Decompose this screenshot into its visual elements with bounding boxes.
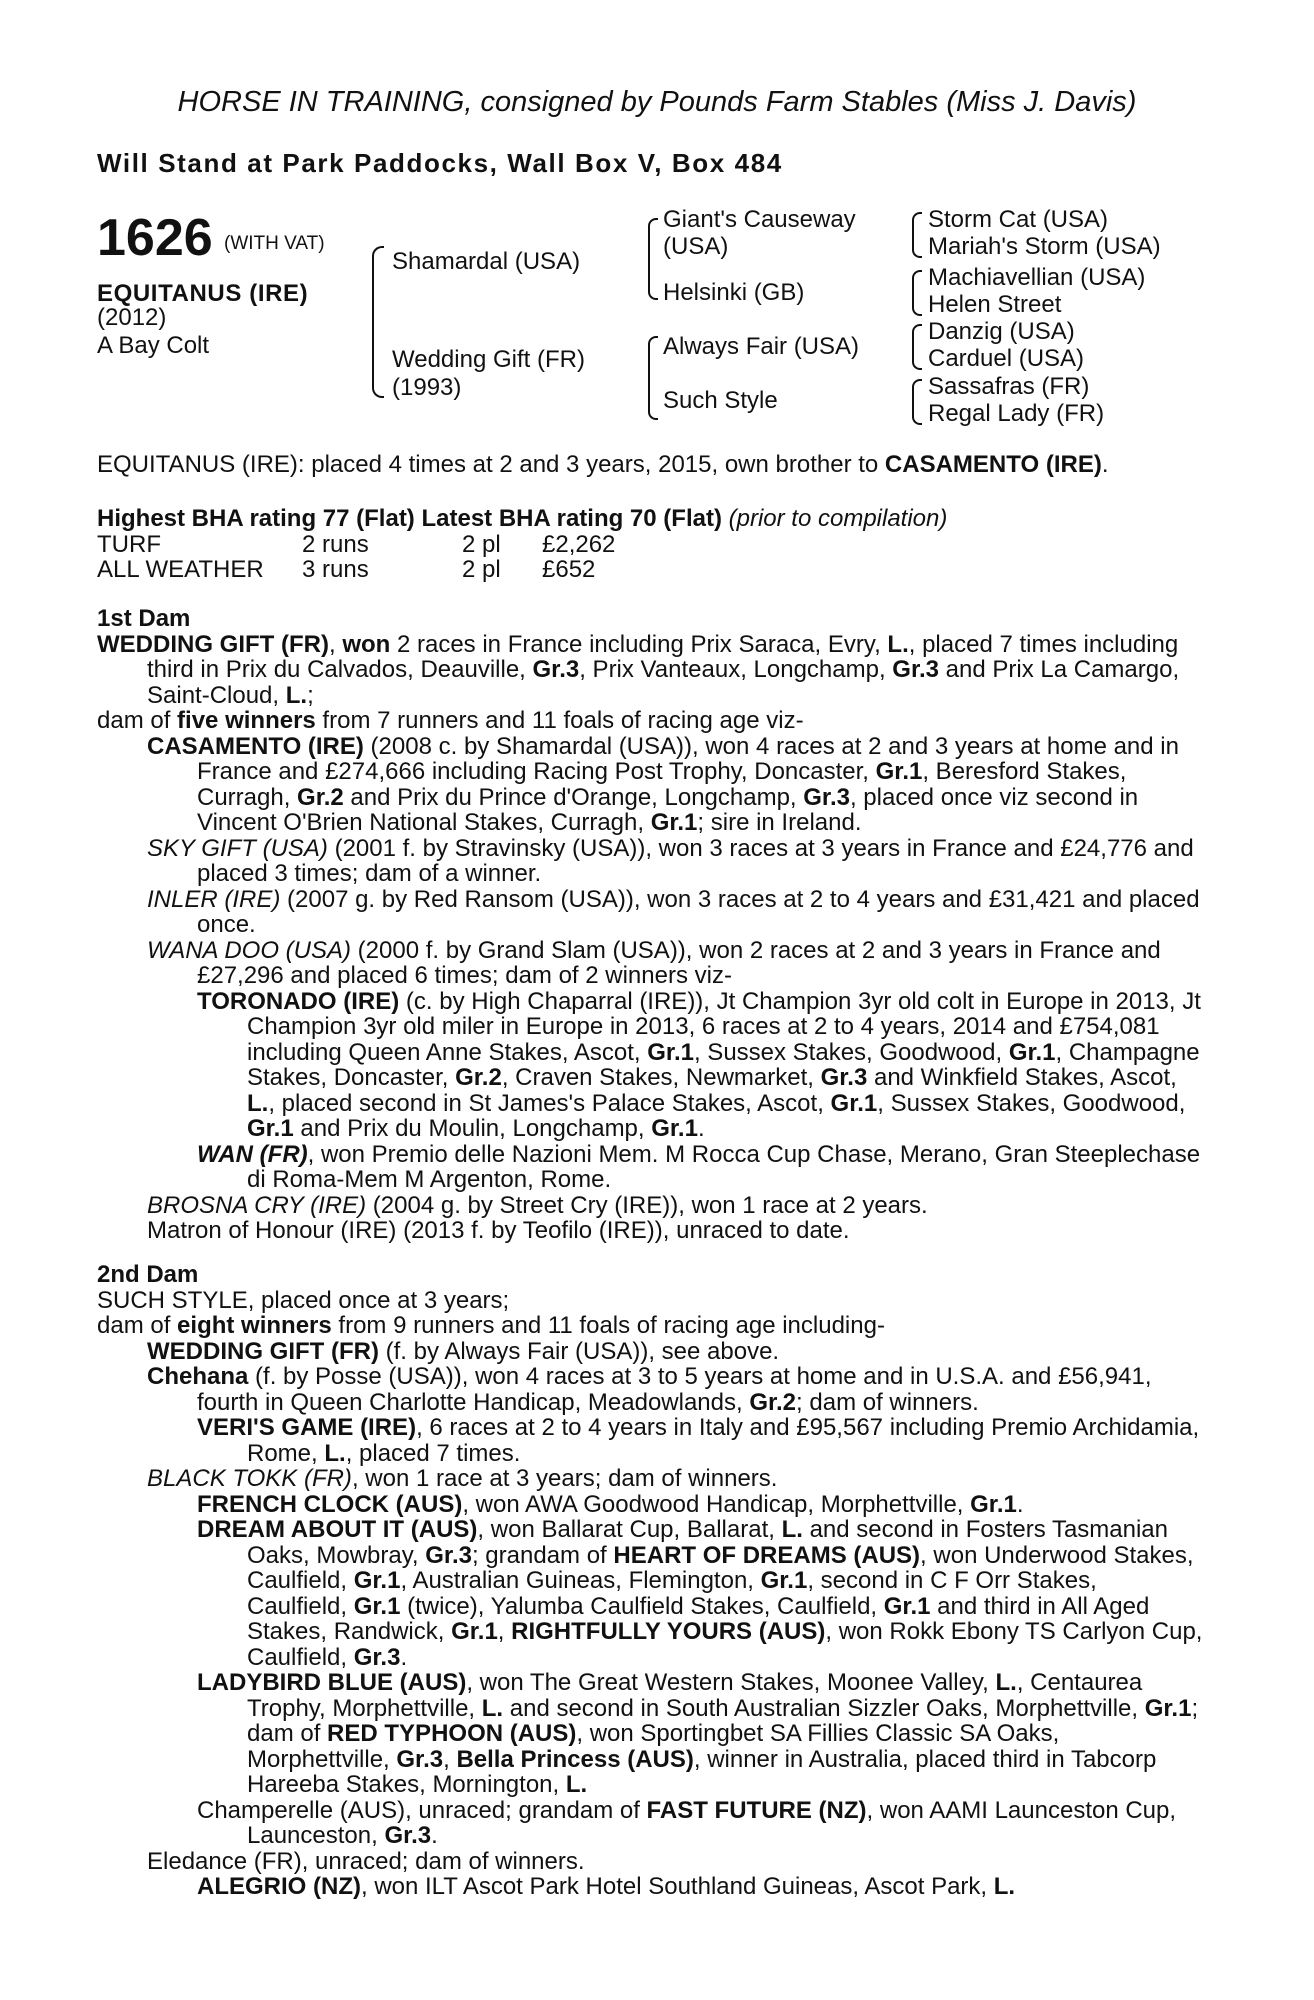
record-placed: 2 pl	[462, 555, 501, 583]
pedigree-dam: Wedding Gift (FR)	[392, 346, 585, 373]
foaling-year: (2012)	[97, 304, 167, 331]
text: 2 races in France including Prix Saraca, Evry,	[390, 630, 888, 658]
text: .	[400, 1643, 408, 1671]
group-label: Gr.3	[353, 1643, 401, 1671]
text: , won Underwood Stakes, Caulfield,	[247, 1541, 1194, 1594]
ratings-block	[97, 506, 1203, 582]
vat-label: (WITH VAT)	[224, 233, 325, 254]
record-runs: 2 runs	[302, 530, 369, 558]
pedigree-brace-g3-3	[912, 324, 922, 370]
produce-alegrio	[97, 1874, 1203, 1900]
group-label: Gr.1	[1008, 1038, 1056, 1066]
text: (c. by High Chaparral (IRE)), Jt Champion 3yr old colt in Europe in 2013, Jt Champion 3yr old miler in Europe in 2013, 6 races at 2 to 4 years, 2014 and £754,081 including Queen Anne Stakes, Ascot,	[247, 987, 1201, 1066]
race-record-table	[97, 532, 615, 582]
listed-label: L.	[247, 1089, 269, 1117]
group-label: Gr.1	[1144, 1694, 1192, 1722]
text: , Sussex Stakes, Goodwood,	[693, 1038, 1009, 1066]
produce-name: WAN (FR)	[197, 1140, 308, 1168]
text: (2007 g. by Red Ransom (USA)), won 3 races at 2 to 4 years and £31,421 and placed once.	[197, 885, 1200, 938]
text: ,	[497, 1618, 512, 1645]
text: Eledance (FR), unraced; dam of winners.	[147, 1847, 585, 1875]
text: , Craven Stakes, Newmarket,	[501, 1064, 821, 1091]
produce-black-tokk	[97, 1466, 1203, 1492]
produce-sky-gift	[97, 836, 1203, 887]
text: , winner in Australia, placed third in Tabcorp Hareeba Stakes, Mornington,	[247, 1745, 1157, 1798]
pedigree-sire-sire: Giant's Causeway	[663, 206, 856, 233]
produce-name: TORONADO (IRE)	[197, 987, 400, 1015]
text: , placed 7 times including third in Prix du Calvados, Deauville,	[147, 630, 1179, 683]
text: , placed second in St James's Palace Stakes, Ascot,	[268, 1089, 831, 1117]
text: , won Rokk Ebony TS Carlyon Cup, Caulfield,	[247, 1618, 1203, 1671]
record-surface: ALL WEATHER	[97, 555, 264, 583]
pedigree-g3-helen-street: Helen Street	[928, 291, 1062, 318]
group-label: Gr.3	[425, 1541, 472, 1569]
text: from 7 runners and 11 foals of racing age viz-	[315, 707, 804, 734]
listed-label: L.	[565, 1771, 588, 1798]
listed-label: L.	[324, 1439, 346, 1467]
horse-name: EQUITANUS (IRE)	[97, 280, 309, 307]
won-label: won	[342, 630, 391, 658]
text: ; sire in Ireland.	[697, 809, 862, 836]
record-amount: £652	[542, 555, 596, 583]
text: and Prix du Prince d'Orange, Longchamp,	[343, 783, 804, 811]
text: ; dam of winners.	[796, 1388, 979, 1416]
group-label: Gr.1	[651, 1115, 698, 1142]
race-record-row	[97, 532, 615, 557]
produce-veris-game	[97, 1415, 1203, 1466]
text: .	[1016, 1490, 1024, 1518]
pedigree-g3-carduel: Carduel (USA)	[928, 345, 1085, 372]
text: (f. by Posse (USA)), won 4 races at 3 to 5 years at home and in U.S.A. and £56,941, fourth in Queen Charlotte Handicap, Meadowlands,	[197, 1363, 1152, 1416]
text: (2001 f. by Stravinsky (USA)), won 3 races at 3 years in France and £24,776 and placed 3 times; dam of a winner.	[197, 834, 1194, 887]
text: , Beresford Stakes, Curragh,	[197, 758, 1127, 811]
catalogue-header: HORSE IN TRAINING, consigned by Pounds Farm Stables (Miss J. Davis)	[177, 86, 1137, 118]
first-dam-entry: WEDDING GIFT (FR), won 2 races in France including Prix Saraca, Evry, L., placed 7 times including third in Prix du Calvados, Deauville, Gr.3, Prix Vanteaux, Longchamp, Gr.3 and Prix La Camargo, Saint-Cloud, L.;	[97, 630, 1180, 709]
listed-label: L.	[995, 1669, 1017, 1696]
produce-ladybird-blue	[97, 1670, 1203, 1798]
pedigree-brace-g3-1	[912, 212, 922, 258]
horse-description: A Bay Colt	[97, 332, 210, 359]
text: , won Premio delle Nazioni Mem. M Rocca Cup Chase, Merano, Gran Steeplechase di Roma-Mem M Argenton, Rome.	[247, 1140, 1201, 1193]
text: (2000 f. by Grand Slam (USA)), won 2 races at 2 and 3 years in France and £27,296 and placed 6 times; dam of 2 winners viz-	[197, 936, 1161, 989]
produce-name: INLER (IRE)	[147, 885, 281, 913]
produce-matron-of-honour	[97, 1218, 1203, 1244]
text: , Champagne Stakes, Doncaster,	[247, 1038, 1200, 1091]
pedigree-g3-machiavellian: Machiavellian (USA)	[928, 264, 1146, 291]
text: and Prix La Camargo, Saint-Cloud,	[147, 656, 1180, 709]
pedigree-dam-dam: Such Style	[663, 387, 778, 414]
produce-name: FRENCH CLOCK (AUS)	[197, 1490, 463, 1518]
text: .	[697, 1115, 705, 1142]
summary-brother: CASAMENTO (IRE)	[884, 451, 1102, 478]
second-dam-summary: SUCH STYLE, placed once at 3 years;	[97, 1286, 510, 1314]
produce-toronado	[97, 989, 1203, 1142]
text: , won AWA Goodwood Handicap, Morphettville,	[462, 1490, 971, 1518]
text: ;	[307, 681, 314, 709]
group-label: Gr.1	[830, 1089, 878, 1117]
lot-number: 1626	[97, 209, 213, 267]
pedigree-dam-sire: Always Fair (USA)	[663, 333, 860, 360]
produce-name: RIGHTFULLY YOURS (AUS)	[511, 1618, 826, 1645]
text: (2004 g. by Street Cry (IRE)), won 1 race at 2 years.	[366, 1191, 928, 1219]
produce-name: WANA DOO (USA)	[147, 936, 352, 964]
text: and second in South Australian Sizzler Oaks, Morphettville,	[503, 1694, 1145, 1722]
produce-name: BLACK TOKK (FR)	[147, 1465, 352, 1492]
text: , won The Great Western Stakes, Moonee Valley,	[466, 1669, 996, 1696]
produce-french-clock	[97, 1492, 1203, 1518]
produce-name: SKY GIFT (USA)	[147, 834, 328, 862]
text: ,	[443, 1745, 457, 1773]
group-label: Gr.2	[297, 783, 344, 811]
performance-summary	[97, 452, 1203, 478]
text: and second in Fosters Tasmanian Oaks, Mowbray,	[247, 1516, 1169, 1569]
produce-eledance	[97, 1849, 1203, 1875]
group-label: Gr.1	[647, 1038, 694, 1066]
winners-count: five winners	[177, 707, 316, 734]
pedigree-g3-regal-lady: Regal Lady (FR)	[928, 400, 1105, 427]
produce-name: Chehana	[147, 1363, 249, 1390]
second-dam-section	[97, 1262, 1203, 1900]
text: , won AAMI Launceston Cup, Launceston,	[247, 1796, 1177, 1849]
group-label: Gr.3	[384, 1822, 432, 1849]
group-label: Gr.1	[883, 1592, 931, 1620]
pedigree-brace-g3-2	[912, 270, 922, 316]
group-label: Gr.1	[875, 758, 923, 785]
group-label: Gr.3	[820, 1064, 868, 1091]
winners-count: eight winners	[177, 1312, 332, 1339]
text: Matron of Honour (IRE) (2013 f. by Teofilo (IRE)), unraced to date.	[147, 1217, 850, 1244]
record-placed: 2 pl	[462, 530, 501, 558]
record-amount: £2,262	[542, 530, 616, 558]
pedigree-sire: Shamardal (USA)	[392, 248, 581, 275]
pedigree-brace-gen1	[372, 246, 384, 398]
produce-name: HEART OF DREAMS (AUS)	[613, 1541, 921, 1569]
text: Champerelle (AUS), unraced; grandam of	[197, 1796, 647, 1824]
group-label: Gr.1	[247, 1115, 294, 1142]
second-dam-produce-intro	[97, 1313, 1203, 1339]
first-dam-produce-intro	[97, 708, 1203, 734]
listed-label: L.	[993, 1873, 1016, 1900]
pedigree-brace-dam	[648, 336, 658, 420]
group-label: Gr.2	[455, 1064, 502, 1091]
pedigree-g3-danzig: Danzig (USA)	[928, 318, 1075, 345]
pedigree-brace-sire	[648, 218, 658, 300]
group-label: Gr.3	[532, 656, 580, 683]
produce-chehana	[97, 1364, 1203, 1415]
text: dam of	[97, 1312, 178, 1339]
produce-wana-doo	[97, 938, 1203, 989]
produce-dream-about-it	[97, 1517, 1203, 1670]
pedigree-g3-sassafras: Sassafras (FR)	[928, 373, 1090, 400]
produce-name: DREAM ABOUT IT (AUS)	[197, 1516, 478, 1543]
text: (twice), Yalumba Caulfield Stakes, Caulfield,	[400, 1592, 884, 1620]
text: (f. by Always Fair (USA)), see above.	[378, 1337, 780, 1365]
produce-brosna-cry	[97, 1193, 1203, 1219]
produce-name: LADYBIRD BLUE (AUS)	[197, 1669, 467, 1696]
produce-name: WEDDING GIFT (FR)	[147, 1337, 379, 1365]
produce-inler	[97, 887, 1203, 938]
summary-text: EQUITANUS (IRE): placed 4 times at 2 and 3 years, 2015, own brother to	[97, 451, 885, 478]
text: and Prix du Moulin, Longchamp,	[293, 1115, 652, 1142]
group-label: Gr.1	[650, 809, 698, 836]
stand-location: Will Stand at Park Paddocks, Wall Box V, Box 484	[97, 148, 783, 178]
produce-casamento	[97, 734, 1203, 836]
summary-end: .	[1101, 451, 1109, 478]
text: (2008 c. by Shamardal (USA)), won 4 races at 2 and 3 years at home and in France and £274,666 including Racing Post Trophy, Doncaster,	[197, 732, 1179, 785]
text: from 9 runners and 11 foals of racing age including-	[331, 1312, 885, 1339]
group-label: Gr.1	[970, 1490, 1017, 1518]
listed-label: L.	[887, 630, 909, 658]
second-dam-heading: 2nd Dam	[97, 1261, 199, 1288]
listed-label: L.	[285, 681, 308, 709]
race-record-row	[97, 557, 615, 582]
produce-champerelle	[97, 1798, 1203, 1849]
group-label: Gr.2	[749, 1388, 797, 1416]
text: and Winkfield Stakes, Ascot,	[867, 1064, 1177, 1091]
text: , placed 7 times.	[345, 1439, 521, 1467]
produce-name: RED TYPHOON (AUS)	[327, 1720, 577, 1747]
text: dam of	[97, 707, 178, 734]
text: , second in C F Orr Stakes, Caulfield,	[247, 1567, 1097, 1620]
pedigree-brace-g3-4	[912, 379, 922, 425]
group-label: Gr.1	[353, 1592, 401, 1620]
first-dam-section	[97, 606, 1203, 1244]
pedigree-g3-mariahs-storm: Mariah's Storm (USA)	[928, 233, 1161, 260]
group-label: Gr.3	[892, 656, 939, 683]
text: , Australian Guineas, Flemington,	[400, 1567, 761, 1594]
pedigree-sire-sire-country: (USA)	[663, 233, 729, 260]
pedigree-g3-storm-cat: Storm Cat (USA)	[928, 206, 1109, 233]
group-label: Gr.3	[396, 1745, 444, 1773]
listed-label: L.	[781, 1516, 803, 1543]
group-label: Gr.3	[803, 783, 850, 811]
text: , won Sportingbet SA Fillies Classic SA Oaks, Morphettville,	[247, 1720, 1060, 1773]
group-label: Gr.1	[760, 1567, 808, 1594]
group-label: Gr.1	[353, 1567, 401, 1594]
text: , placed once viz second in Vincent O'Brien National Stakes, Curragh,	[197, 783, 1139, 836]
produce-wedding-gift	[97, 1339, 1203, 1365]
record-surface: TURF	[97, 530, 161, 558]
produce-name: CASAMENTO (IRE)	[147, 732, 364, 760]
text: , won 1 race at 3 years; dam of winners.	[351, 1465, 778, 1492]
produce-name: Bella Princess (AUS)	[456, 1745, 694, 1773]
ratings-note: (prior to compilation)	[728, 505, 948, 532]
produce-name: BROSNA CRY (IRE)	[147, 1191, 367, 1219]
produce-name: ALEGRIO (NZ)	[197, 1873, 361, 1900]
text: , Sussex Stakes, Goodwood,	[877, 1089, 1186, 1117]
text: ; dam of	[247, 1694, 1199, 1747]
bha-ratings: Highest BHA rating 77 (Flat) Latest BHA rating 70 (Flat)	[97, 505, 722, 532]
first-dam-name: WEDDING GIFT (FR)	[97, 630, 329, 658]
text: , won ILT Ascot Park Hotel Southland Guineas, Ascot Park,	[360, 1873, 994, 1900]
text: , won Ballarat Cup, Ballarat,	[477, 1516, 782, 1543]
text: ; grandam of	[471, 1541, 614, 1569]
first-dam-heading: 1st Dam	[97, 605, 191, 632]
produce-name: VERI'S GAME (IRE)	[197, 1414, 417, 1441]
pedigree-sire-dam: Helsinki (GB)	[663, 279, 805, 306]
text: , 6 races at 2 to 4 years in Italy and £95,567 including Premio Archidamia, Rome,	[247, 1414, 1200, 1467]
produce-name: FAST FUTURE (NZ)	[646, 1796, 867, 1824]
text: .	[431, 1822, 438, 1849]
group-label: Gr.1	[451, 1618, 498, 1645]
text: , Centaurea Trophy, Morphettville,	[247, 1669, 1143, 1722]
listed-label: L.	[481, 1694, 504, 1722]
text: and third in All Aged Stakes, Randwick,	[247, 1592, 1150, 1645]
record-runs: 3 runs	[302, 555, 369, 583]
text: , Prix Vanteaux, Longchamp,	[579, 656, 893, 683]
pedigree-dam-year: (1993)	[392, 374, 462, 401]
produce-wan	[97, 1142, 1203, 1193]
